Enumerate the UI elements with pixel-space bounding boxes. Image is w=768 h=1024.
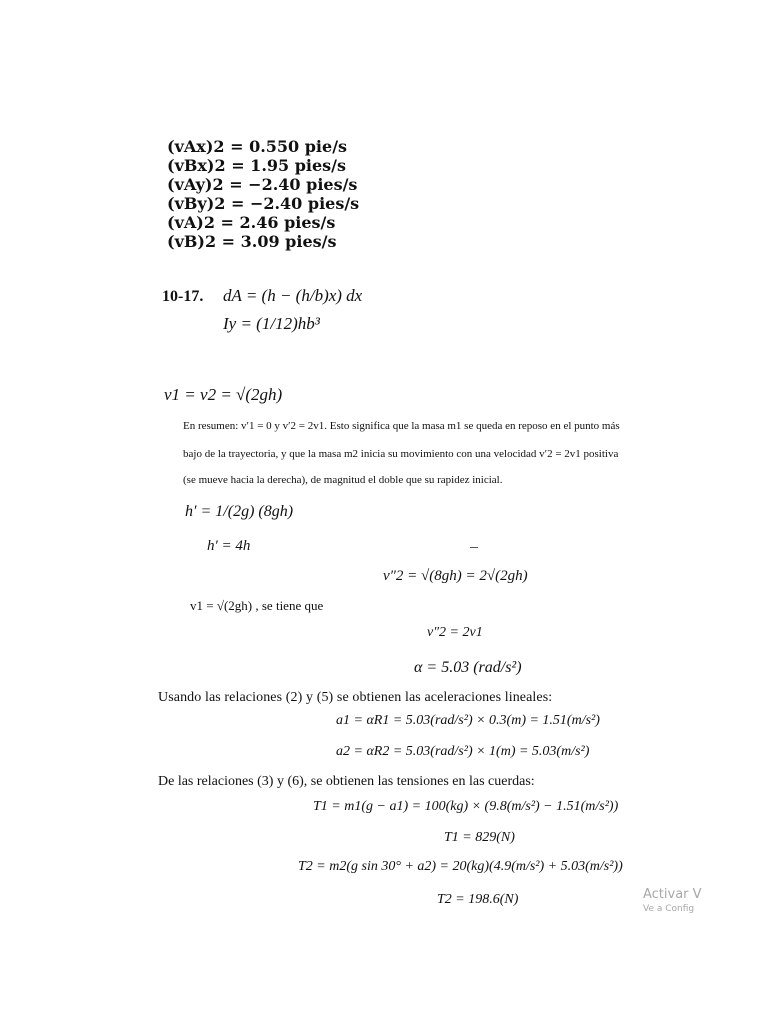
problem-equation-da: dA = (h − (h/b)x) dx — [223, 286, 363, 305]
tension-intro: De las relaciones (3) y (6), se obtienen las tensiones en las cuerdas: — [158, 774, 535, 789]
v2-double-prime-equation: v″2 = √(8gh) = 2√(2gh) — [383, 568, 528, 584]
velocity-line: (vAy)2 = −2.40 pies/s — [167, 175, 358, 194]
summary-line: (se mueve hacia la derecha), de magnitud el doble que su rapidez inicial. — [183, 474, 503, 486]
t1-equation: T1 = m1(g − a1) = 100(kg) × (9.8(m/s²) − 1.51(m/s²)) — [313, 799, 619, 814]
t2-equation: T2 = m2(g sin 30° + a2) = 20(kg)(4.9(m/s²) + 5.03(m/s²)) — [298, 859, 623, 874]
velocity-line: (vB)2 = 3.09 pies/s — [167, 232, 337, 251]
a1-equation: a1 = αR1 = 5.03(rad/s²) × 0.3(m) = 1.51(m/s²) — [336, 713, 600, 728]
velocity-line: (vBx)2 = 1.95 pies/s — [167, 156, 347, 175]
problem-number: 10-17. — [162, 288, 204, 305]
velocity-line: (vAx)2 = 0.550 pie/s — [167, 137, 348, 156]
t1-result: T1 = 829(N) — [444, 830, 515, 845]
watermark-line: Activar V — [643, 887, 702, 902]
v2-relation: v″2 = 2v1 — [427, 625, 483, 640]
dash-mark — [470, 547, 478, 548]
watermark-line: Ve a Config — [643, 904, 695, 914]
velocity-results — [167, 137, 359, 251]
summary-line: bajo de la trayectoria, y que la masa m2 inicia su movimiento con una velocidad v′2 = 2v1 positiva — [183, 448, 619, 460]
velocity-line: (vA)2 = 2.46 pies/s — [167, 213, 336, 232]
h-prime-result: h′ = 4h — [207, 538, 251, 554]
activation-watermark — [643, 887, 702, 917]
h-prime-equation: h′ = 1/(2g) (8gh) — [185, 503, 294, 520]
alpha-equation: α = 5.03 (rad/s²) — [414, 659, 522, 676]
velocity-line: (vBy)2 = −2.40 pies/s — [167, 194, 360, 213]
a2-equation: a2 = αR2 = 5.03(rad/s²) × 1(m) = 5.03(m/s²) — [336, 744, 590, 759]
problem-equation-iy: Iy = (1/12)hb³ — [223, 314, 320, 333]
v1-statement: v1 = √(2gh) , se tiene que — [190, 598, 324, 613]
linear-acceleration-intro: Usando las relaciones (2) y (5) se obtienen las aceleraciones lineales: — [158, 690, 553, 705]
summary-line: En resumen: v′1 = 0 y v′2 = 2v1. Esto significa que la masa m1 se queda en reposo en el punto más — [183, 420, 620, 432]
velocity-equality: v1 = v2 = √(2gh) — [164, 385, 283, 404]
t2-result: T2 = 198.6(N) — [437, 892, 519, 907]
